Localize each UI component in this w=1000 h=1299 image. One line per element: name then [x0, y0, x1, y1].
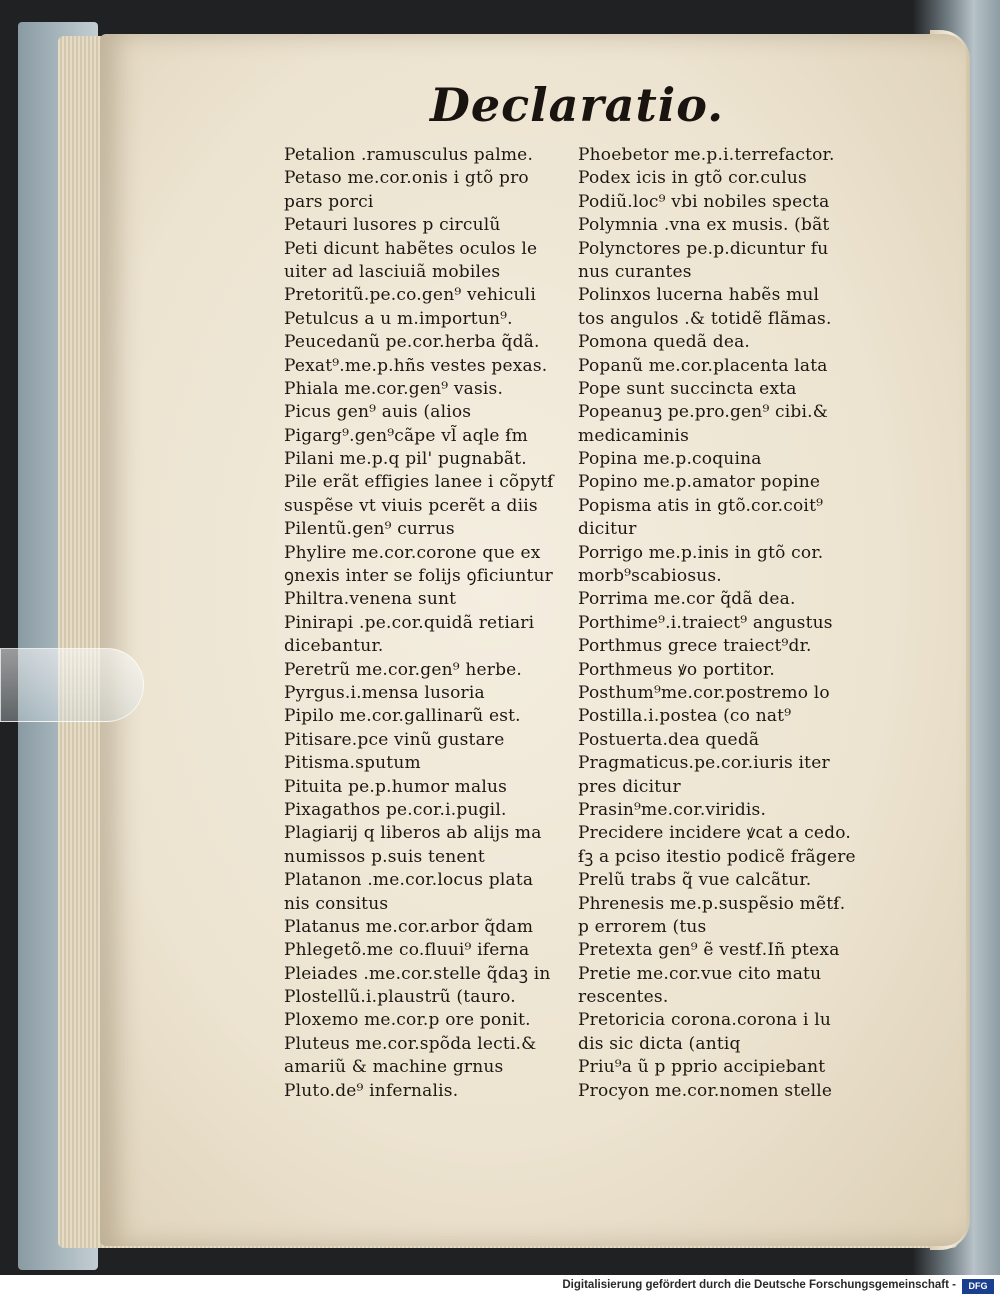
dfg-logo-icon[interactable]: DFG: [962, 1279, 994, 1294]
text-line: tos angulos .& totidẽ flãmas.: [578, 308, 832, 329]
text-line: Petulcus a u m.importun⁹.: [284, 308, 513, 329]
text-line: Pleiades .me.cor.stelle q̃daꝫ in: [284, 963, 551, 984]
text-line: Popina me.p.coquina: [578, 449, 762, 470]
text-line: Procyon me.cor.nomen stelle: [578, 1080, 833, 1101]
text-line: Phlegetõ.me co.fluui⁹ iferna: [284, 940, 530, 961]
footer-credit: Digitalisierung gefördert durch die Deutsche Forschungsgemeinschaft -: [562, 1279, 956, 1291]
text-line: nis consitus: [284, 893, 389, 914]
text-line: Porrima me.cor q̃dã dea.: [578, 589, 796, 610]
text-line: Philtra.venena sunt: [284, 589, 457, 610]
text-line: Pluteus me.cor.spõda lecti.&: [284, 1033, 537, 1054]
text-line: Pile erãt effigies lanee i cõpytẜ: [284, 472, 554, 493]
text-line: Phrenesis me.p.suspẽsio mẽtẜ.: [578, 893, 846, 914]
text-line: Pilentũ.gen⁹ currus: [284, 519, 455, 540]
text-line: Porthmus grece traiect⁹dr.: [578, 636, 812, 657]
text-line: rescentes.: [578, 987, 669, 1008]
text-line: Priu⁹a ũ p pprio accipiebant: [578, 1057, 826, 1078]
text-line: Peretrũ me.cor.gen⁹ herbe.: [284, 659, 523, 680]
text-line: Pyrgus.i.mensa lusoria: [284, 682, 485, 703]
text-line: Pixagathos pe.cor.i.pugil.: [284, 799, 507, 820]
text-line: Pitisare.pce vinũ gustare: [284, 729, 505, 750]
right-column: [578, 144, 898, 1103]
text-line: Phiala me.cor.gen⁹ vasis.: [284, 378, 504, 399]
text-line: p errorem (tus: [578, 916, 707, 937]
text-line: dicebantur.: [284, 636, 384, 657]
text-line: Peti dicunt habẽtes oculos le: [284, 238, 538, 259]
left-column: [284, 144, 574, 1103]
text-line: Pretexta gen⁹ ẽ vestẜ.Iñ ptexa: [578, 940, 840, 961]
page-heading: Declaratio.: [430, 78, 725, 132]
text-line: medicaminis: [578, 425, 690, 446]
text-line: Pigarg⁹.gen⁹cãpe vl̃ aqle ẜm: [284, 425, 529, 446]
text-line: Pretie me.cor.vue cito matu: [578, 963, 822, 984]
text-line: Plagiarij q liberos ab alijs ma: [284, 823, 542, 844]
text-line: Pretoricia corona.corona i lu: [578, 1010, 831, 1031]
text-line: dicitur: [578, 519, 637, 540]
text-line: amariũ & machine grnus: [284, 1057, 504, 1078]
text-line: Polinxos lucerna habẽs mul: [578, 285, 820, 306]
text-line: Ploxemo me.cor.p ore ponit.: [284, 1010, 531, 1031]
text-line: pars porci: [284, 191, 374, 212]
text-line: Podex icis in gtõ cor.culus: [578, 168, 807, 189]
text-line: numissos p.suis tenent: [284, 846, 485, 867]
text-line: morb⁹scabiosus.: [578, 566, 722, 587]
text-line: uiter ad lasciuiã mobiles: [284, 261, 501, 282]
text-line: Polymnia .vna ex musis. (bãt: [578, 215, 830, 236]
text-line: Petaso me.cor.onis i gtõ pro: [284, 168, 529, 189]
text-line: dis sic dicta (antiq: [578, 1033, 741, 1054]
text-line: Postuerta.dea quedã: [578, 729, 760, 750]
text-line: Pitisma.sputum: [284, 753, 421, 774]
text-line: Plostellũ.i.plaustrũ (tauro.: [284, 987, 516, 1008]
text-line: ꝯnexis inter se folijs ꝯficiuntur: [284, 566, 554, 587]
text-line: Polynctores pe.p.dicuntur fu: [578, 238, 829, 259]
text-line: Postilla.i.postea (co nat⁹: [578, 706, 792, 727]
text-line: Pragmaticus.pe.cor.iuris iter: [578, 753, 830, 774]
text-line: Popino me.p.amator popine: [578, 472, 821, 493]
text-line: Popeanuꝫ pe.pro.gen⁹ cibi.&: [578, 402, 829, 423]
text-line: Picus gen⁹ auis (alios: [284, 402, 472, 423]
text-line: Petalion .ramusculus palme.: [284, 145, 534, 165]
text-line: Precidere incidere ꝟcat a cedo.: [578, 823, 851, 844]
text-line: Platanus me.cor.arbor q̃dam: [284, 916, 534, 937]
text-line: Popisma atis in gtõ.cor.coit⁹: [578, 495, 824, 516]
text-line: Pipilo me.cor.gallinarũ est.: [284, 706, 521, 727]
text-line: Pope sunt succincta exta: [578, 378, 797, 399]
text-line: Pomona quedã dea.: [578, 332, 751, 353]
text-line: Pexat⁹.me.p.hñs vestes pexas.: [284, 355, 548, 376]
text-line: Petauri lusores p circulũ: [284, 215, 501, 236]
text-line: Podiũ.loc⁹ vbi nobiles specta: [578, 191, 830, 212]
text-line: Pinirapi .pe.cor.quidã retiari: [284, 612, 535, 633]
text-line: Posthum⁹me.cor.postremo lo: [578, 682, 830, 703]
text-line: Pluto.de⁹ infernalis.: [284, 1080, 459, 1101]
text-line: Porthime⁹.i.traiect⁹ angustus: [578, 612, 833, 633]
text-line: Phoebetor me.p.i.terrefactor.: [578, 145, 835, 165]
text-line: Phylire me.cor.corone que ex: [284, 542, 541, 563]
text-line: Pretoritũ.pe.co.gen⁹ vehiculi: [284, 285, 536, 306]
text-line: Peucedanũ pe.cor.herba q̃dã.: [284, 332, 540, 353]
text-line: suspẽse vt viuis pcerẽt a diis: [284, 495, 538, 516]
text-line: nus curantes: [578, 261, 692, 282]
text-line: Prelũ trabs q̃ vue calcãtur.: [578, 870, 812, 891]
text-line: Pituita pe.p.humor malus: [284, 776, 508, 797]
text-line: Pilani me.p.q pil' pugnabãt.: [284, 449, 527, 470]
text-line: Porthmeus ꝟo portitor.: [578, 659, 775, 680]
glass-clip: [0, 648, 144, 722]
text-line: Porrigo me.p.inis in gtõ cor.: [578, 542, 824, 563]
text-line: Platanon .me.cor.locus plata: [284, 870, 534, 891]
text-line: ẜꝫ a pciso itestio podicẽ frãgere: [578, 846, 856, 867]
footer-bar: [0, 1275, 1000, 1299]
text-line: Popanũ me.cor.placenta lata: [578, 355, 828, 376]
text-line: Prasin⁹me.cor.viridis.: [578, 799, 767, 820]
text-line: pres dicitur: [578, 776, 681, 797]
